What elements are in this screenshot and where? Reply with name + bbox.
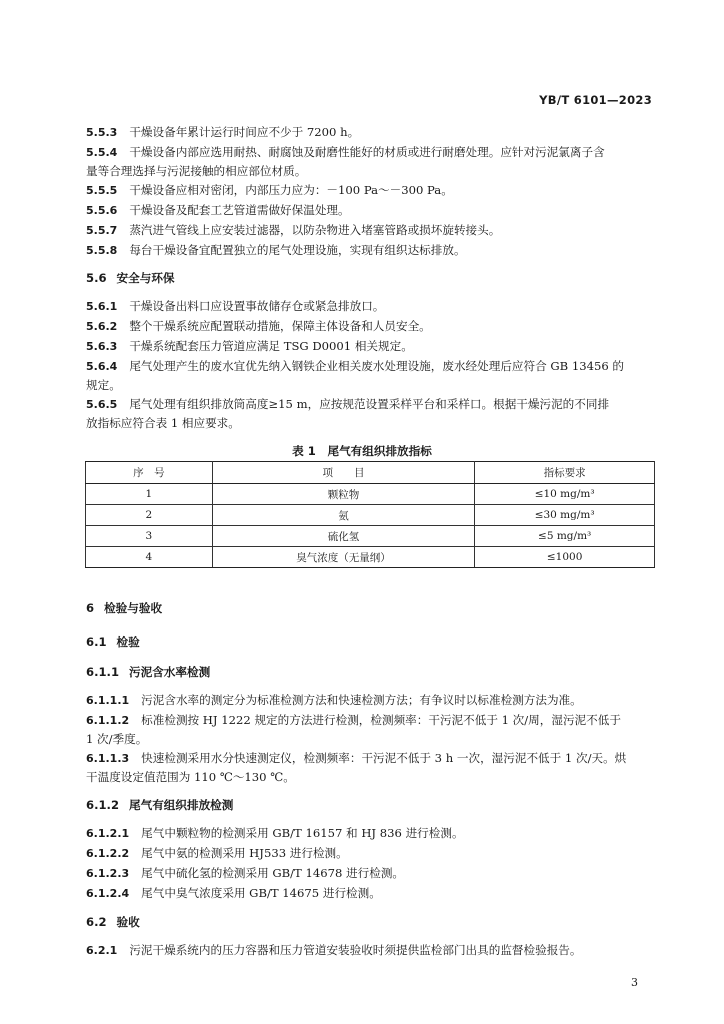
clause-5-5-5: 5.5.5 干燥设备应相对密闭，内部压力应为：－100 Pa～－300 Pa。 <box>86 183 453 197</box>
table-caption: 表 1 尾气有组织排放指标 <box>292 444 432 458</box>
table-cell: ≤1000 <box>475 547 655 568</box>
clause-6-1-2-4: 6.1.2.4 尾气中臭气浓度采用 GB/T 14675 进行检测。 <box>86 886 381 900</box>
clause-5-6-4: 5.6.4 尾气处理产生的废水宜优先纳入钢铁企业相关废水处理设施，废水经处理后应符合 GB 13456 的 <box>86 359 625 373</box>
heading-6: 6 检验与验收 <box>86 601 163 615</box>
table-row <box>86 526 655 547</box>
table-row <box>86 484 655 505</box>
clause-5-6-2: 5.6.2 整个干燥系统应配置联动措施，保障主体设备和人员安全。 <box>86 319 431 333</box>
clause-5-5-4: 5.5.4 干燥设备内部应选用耐热、耐腐蚀及耐磨性能好的材质或进行耐磨处理。应针对污泥氯离子含 <box>86 145 605 159</box>
table-row <box>86 505 655 526</box>
clause-5-6-1: 5.6.1 干燥设备出料口应设置事故储存仓或紧急排放口。 <box>86 299 385 313</box>
table-cell: 3 <box>86 526 213 547</box>
heading-6-2: 6.2 验收 <box>86 915 140 929</box>
standard-number: YB/T 6101—2023 <box>539 93 652 107</box>
clause-5-6-3: 5.6.3 干燥系统配套压力管道应满足 TSG D0001 相关规定。 <box>86 339 413 353</box>
heading-6-1: 6.1 检验 <box>86 635 140 649</box>
clause-6-1-2-2: 6.1.2.2 尾气中氨的检测采用 HJ533 进行检测。 <box>86 846 348 860</box>
table-header-no: 序 号 <box>86 462 213 484</box>
table-cell: 1 <box>86 484 213 505</box>
table-cell: 4 <box>86 547 213 568</box>
table-cell: 硫化氢 <box>212 526 475 547</box>
table-cell: 颗粒物 <box>212 484 475 505</box>
clause-5-6-4-cont: 规定。 <box>86 378 121 392</box>
clause-5-5-3: 5.5.3 干燥设备年累计运行时间应不少于 7200 h。 <box>86 125 360 139</box>
table-row <box>86 547 655 568</box>
clause-5-5-6: 5.5.6 干燥设备及配套工艺管道需做好保温处理。 <box>86 203 350 217</box>
clause-6-2-1: 6.2.1 污泥干燥系统内的压力容器和压力管道安装验收时须提供监检部门出具的监督检验报告。 <box>86 943 582 957</box>
table-cell: 臭气浓度（无量纲） <box>212 547 475 568</box>
table-cell: 2 <box>86 505 213 526</box>
heading-6-1-2: 6.1.2 尾气有组织排放检测 <box>86 798 234 812</box>
clause-6-1-2-3: 6.1.2.3 尾气中硫化氢的检测采用 GB/T 14678 进行检测。 <box>86 866 405 880</box>
clause-6-1-1-3: 6.1.1.3 快速检测采用水分快速测定仪，检测频率：干污泥不低于 3 h 一次，湿污泥不低于 1 次/天。烘 <box>86 751 627 765</box>
emission-table <box>85 461 655 568</box>
heading-5-6: 5.6 安全与环保 <box>86 271 175 285</box>
clause-5-6-5: 5.6.5 尾气处理有组织排放筒高度≥15 m，应按规范设置采样平台和采样口。根据干燥污泥的不同排 <box>86 397 610 411</box>
clause-6-1-1-2: 6.1.1.2 标准检测按 HJ 1222 规定的方法进行检测，检测频率：干污泥不低于 1 次/周，湿污泥不低于 <box>86 713 621 727</box>
table-cell: ≤30 mg/m³ <box>475 505 655 526</box>
table-header-item: 项 目 <box>212 462 475 484</box>
table-cell: ≤5 mg/m³ <box>475 526 655 547</box>
clause-6-1-1-1: 6.1.1.1 污泥含水率的测定分为标准检测方法和快速检测方法；有争议时以标准检测方法为准。 <box>86 693 582 707</box>
heading-6-1-1: 6.1.1 污泥含水率检测 <box>86 665 211 679</box>
table-cell: 氨 <box>212 505 475 526</box>
clause-6-1-2-1: 6.1.2.1 尾气中颗粒物的检测采用 GB/T 16157 和 HJ 836 进行检测。 <box>86 826 464 840</box>
clause-5-5-4-cont: 量等合理选择与污泥接触的相应部位材质。 <box>86 164 307 178</box>
table-header-row <box>86 462 655 484</box>
clause-5-6-5-cont: 放指标应符合表 1 相应要求。 <box>86 416 240 430</box>
clause-5-5-7: 5.5.7 蒸汽进气管线上应安装过滤器，以防杂物进入堵塞管路或损坏旋转接头。 <box>86 223 501 237</box>
clause-6-1-1-3-cont: 干温度设定值范围为 110 ℃～130 ℃。 <box>86 770 295 784</box>
table-header-requirement: 指标要求 <box>475 462 655 484</box>
clause-6-1-1-2-cont: 1 次/季度。 <box>86 732 148 746</box>
table-cell: ≤10 mg/m³ <box>475 484 655 505</box>
page-number: 3 <box>631 976 638 989</box>
clause-5-5-8: 5.5.8 每台干燥设备宜配置独立的尾气处理设施，实现有组织达标排放。 <box>86 243 466 257</box>
